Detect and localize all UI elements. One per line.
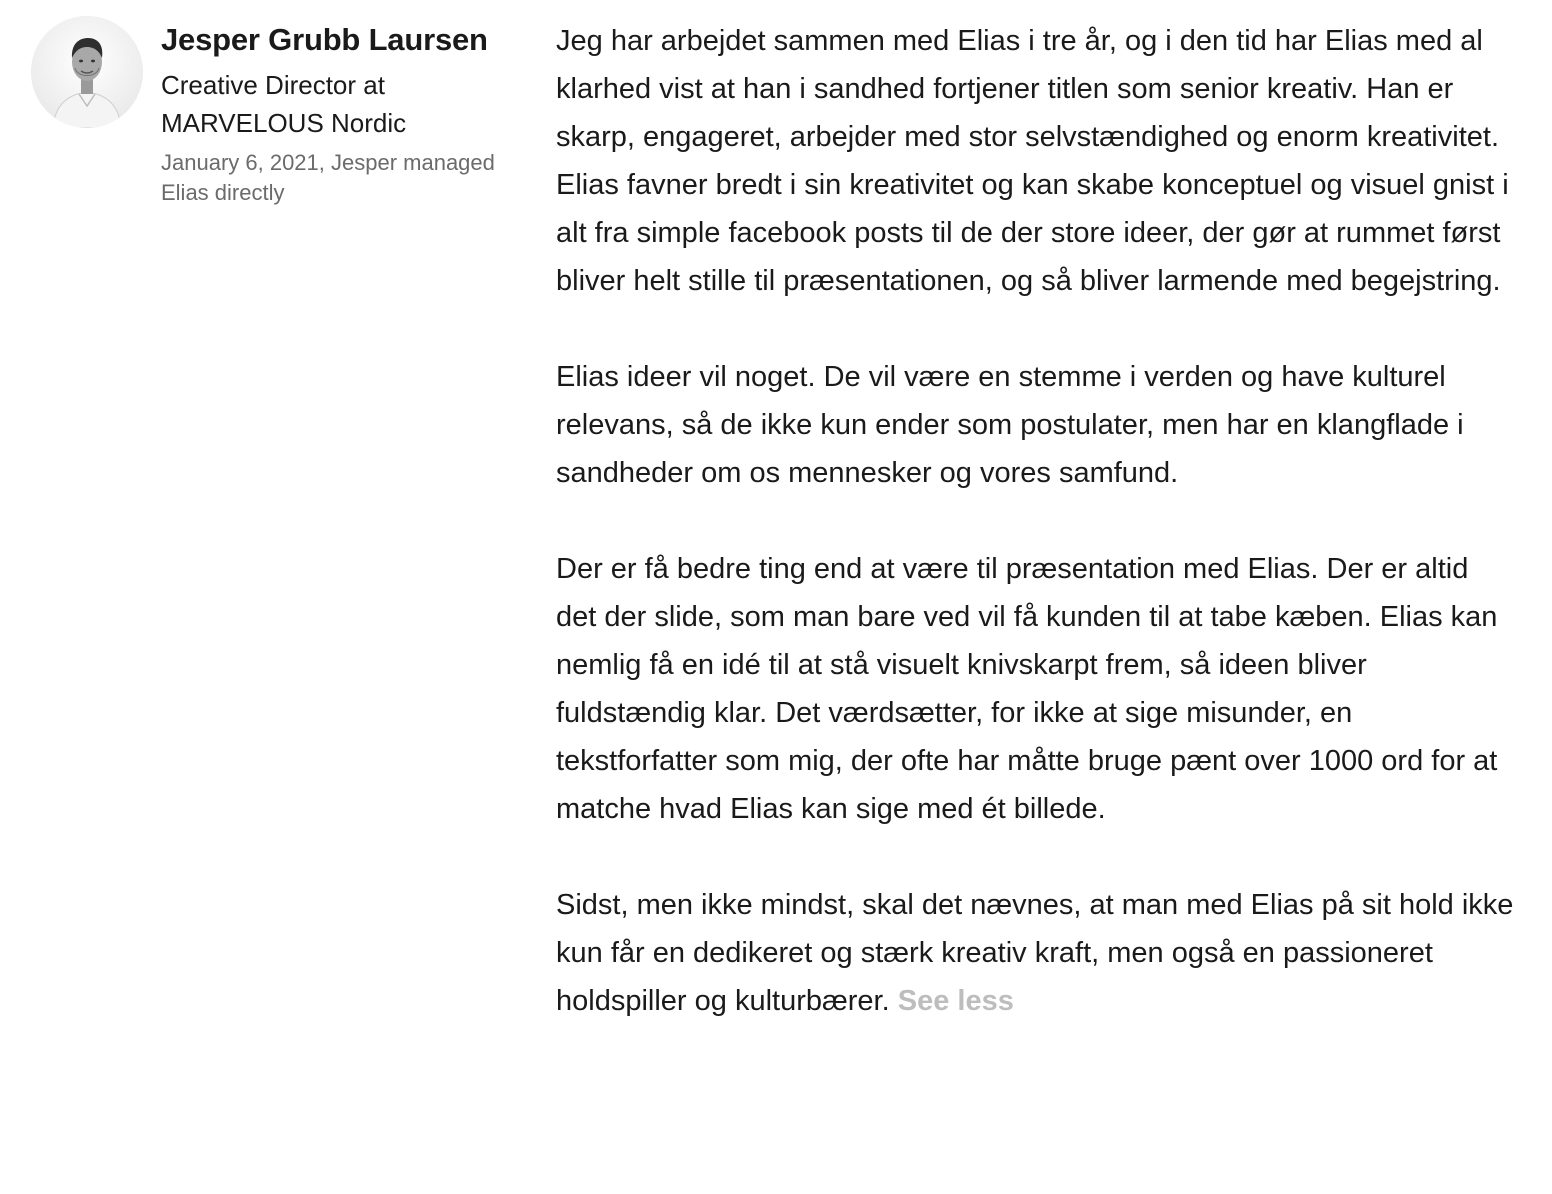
recommendation-last-paragraph — [556, 881, 1516, 1025]
profile-photo-icon — [31, 16, 143, 128]
see-less-button[interactable]: See less — [897, 985, 1014, 1017]
recommendation-text — [556, 17, 1516, 1025]
recommendation-paragraph: Jeg har arbejdet sammen med Elias i tre år, og i den tid har Elias med al klarhed vist at han i sandhed fortjener titlen som senior kreativ. Han er skarp, engageret, arbejder med stor selvstændighed og enorm kreativitet. Elias favner bredt i sin kreativitet og kan skabe konceptuel og visuel gnist i alt fra simple facebook posts til de der store ideer, der gør at rummet først bliver helt stille til præsentationen, og så bliver larmende med begejstring. — [556, 25, 1509, 297]
recommender-headline: Creative Director at MARVELOUS Nordic — [161, 70, 407, 138]
recommender-avatar[interactable] — [31, 16, 143, 128]
recommendation-meta: January 6, 2021, Jesper managed Elias directly — [161, 150, 495, 205]
recommender-info — [161, 20, 531, 208]
recommendation-paragraph: Elias ideer vil noget. De vil være en stemme i verden og have kulturel relevans, så de ikke kun ender som postulater, men har en klangflade i sandheder om os mennesker og vores samfund. — [556, 361, 1464, 489]
recommendation-paragraph: Der er få bedre ting end at være til præsentation med Elias. Der er altid det der slide, som man bare ved vil få kunden til at tabe kæben. Elias kan nemlig få en idé til at stå visuelt knivskarpt frem, så ideen bliver fuldstændig klar. Det værdsætter, for ikke at sige misunder, en tekstforfatter som mig, der ofte har måtte bruge pænt over 1000 ord for at matche hvad Elias kan sige med ét billede. — [556, 553, 1498, 825]
recommendation-paragraph: Sidst, men ikke mindst, skal det nævnes, at man med Elias på sit hold ikke kun får en dedikeret og stærk kreativ kraft, men også en passioneret holdspiller og kulturbærer. — [556, 889, 1514, 1017]
recommender-name[interactable]: Jesper Grubb Laursen — [161, 22, 488, 57]
